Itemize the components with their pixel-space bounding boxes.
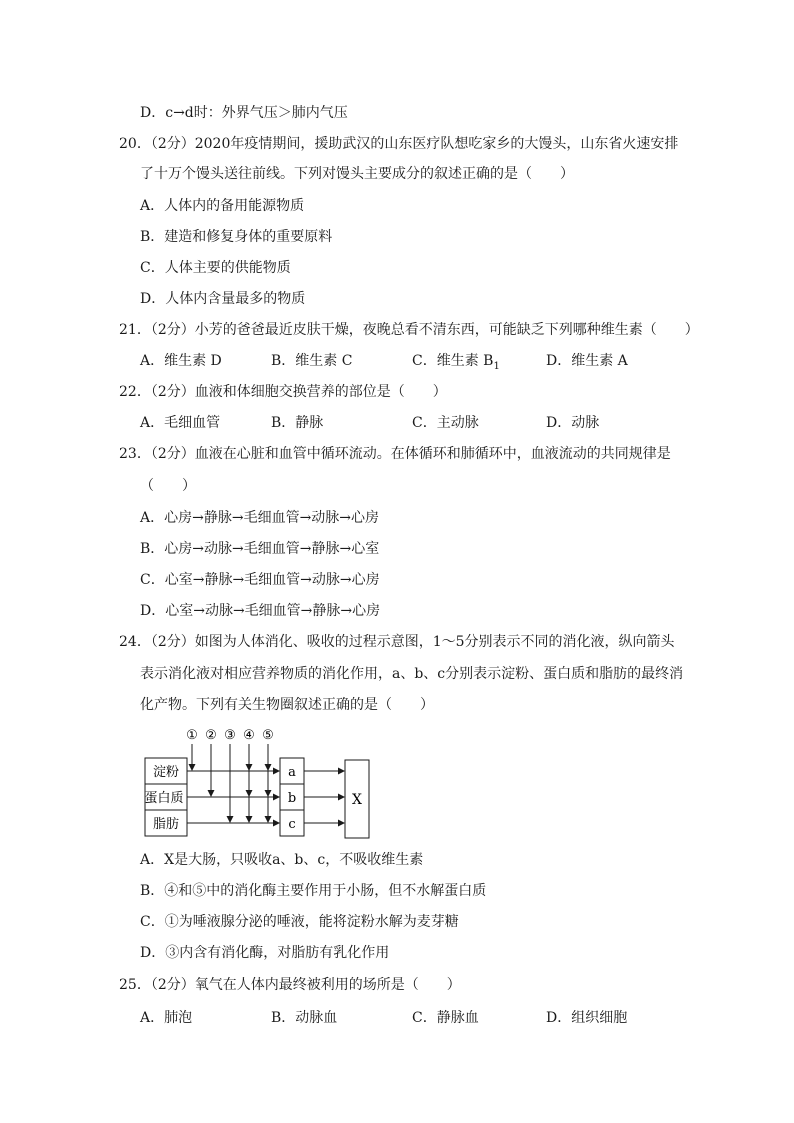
product-a: a xyxy=(288,765,296,780)
q24-option-a: A．X是大肠，只吸收a、b、c，不吸收维生素 xyxy=(140,852,424,868)
q20-option-a: A．人体内的备用能源物质 xyxy=(140,198,305,214)
q23-stem-line2: （ ） xyxy=(140,478,196,494)
q25-stem: 25．（2分）氧气在人体内最终被利用的场所是（ ） xyxy=(119,977,461,993)
q21-stem: 21．（2分）小芳的爸爸最近皮肤干燥，夜晚总看不清东西，可能缺乏下列哪种维生素（ ） xyxy=(119,322,699,338)
target-x: X xyxy=(352,792,362,808)
juice-label-4: ④ xyxy=(243,728,255,743)
q21-option-b: B．维生素 C xyxy=(271,353,353,369)
q22-stem: 22．（2分）血液和体细胞交换营养的部位是（ ） xyxy=(119,384,447,400)
q19-option-d: D．c→d时：外界气压＞肺内气压 xyxy=(140,105,348,121)
q25-option-c: C．静脉血 xyxy=(412,1010,479,1026)
q24-stem-line1: 24．（2分）如图为人体消化、吸收的过程示意图，1～5分别表示不同的消化液，纵向箭头 xyxy=(119,634,675,650)
q24-stem-line2: 表示消化液对相应营养物质的消化作用，a、b、c分别表示淀粉、蛋白质和脂肪的最终消 xyxy=(140,666,684,682)
q25-option-a: A．肺泡 xyxy=(140,1010,193,1026)
q21-option-c-subscript: 1 xyxy=(493,360,500,372)
q24-stem-line3: 化产物。下列有关生物圈叙述正确的是（ ） xyxy=(140,697,434,713)
q23-option-b: B．心房→动脉→毛细血管→静脉→心室 xyxy=(140,541,380,557)
q23-option-a: A．心房→静脉→毛细血管→动脉→心房 xyxy=(140,510,380,526)
digestion-diagram xyxy=(140,724,380,842)
q21-option-a: A．维生素 D xyxy=(140,353,222,369)
q25-option-b: B．动脉血 xyxy=(271,1010,338,1026)
q23-option-c: C．心室→静脉→毛细血管→动脉→心房 xyxy=(140,572,380,588)
q20-stem-line2: 了十万个馒头送往前线。下列对馒头主要成分的叙述正确的是（ ） xyxy=(140,166,574,182)
juice-label-5: ⑤ xyxy=(262,728,274,743)
q22-option-a: A．毛细血管 xyxy=(140,415,221,431)
q21-option-c xyxy=(412,351,500,377)
product-c: c xyxy=(288,817,296,832)
q23-stem-line1: 23．（2分）血液在心脏和血管中循环流动。在体循环和肺循环中，血液流动的共同规律是 xyxy=(119,446,671,462)
q20-option-c: C．人体主要的供能物质 xyxy=(140,260,291,276)
nutrient-protein: 蛋白质 xyxy=(144,791,184,806)
q20-stem-line1: 20．（2分）2020年疫情期间，援助武汉的山东医疗队想吃家乡的大馒头，山东省火速安排 xyxy=(119,136,679,152)
q21-option-c-text: C．维生素 B xyxy=(412,353,494,369)
q22-option-b: B．静脉 xyxy=(271,415,324,431)
q24-option-b: B．④和⑤中的消化酶主要作用于小肠，但不水解蛋白质 xyxy=(140,883,487,899)
q25-option-d: D．组织细胞 xyxy=(546,1010,628,1026)
q20-option-d: D．人体内含量最多的物质 xyxy=(140,291,306,307)
nutrient-starch: 淀粉 xyxy=(152,765,180,780)
product-b: b xyxy=(287,791,297,806)
nutrient-fat: 脂肪 xyxy=(152,817,180,832)
q24-option-d: D．③内含有消化酶，对脂肪有乳化作用 xyxy=(140,945,390,961)
q22-option-d: D．动脉 xyxy=(546,415,600,431)
juice-label-2: ② xyxy=(205,728,217,743)
juice-label-3: ③ xyxy=(224,728,236,743)
q20-option-b: B．建造和修复身体的重要原料 xyxy=(140,229,333,245)
juice-label-1: ① xyxy=(186,728,198,743)
q22-option-c: C．主动脉 xyxy=(412,415,479,431)
q24-option-c: C．①为唾液腺分泌的唾液，能将淀粉水解为麦芽糖 xyxy=(140,914,459,930)
q23-option-d: D．心室→动脉→毛细血管→静脉→心房 xyxy=(140,603,381,619)
q21-option-d: D．维生素 A xyxy=(546,353,628,369)
